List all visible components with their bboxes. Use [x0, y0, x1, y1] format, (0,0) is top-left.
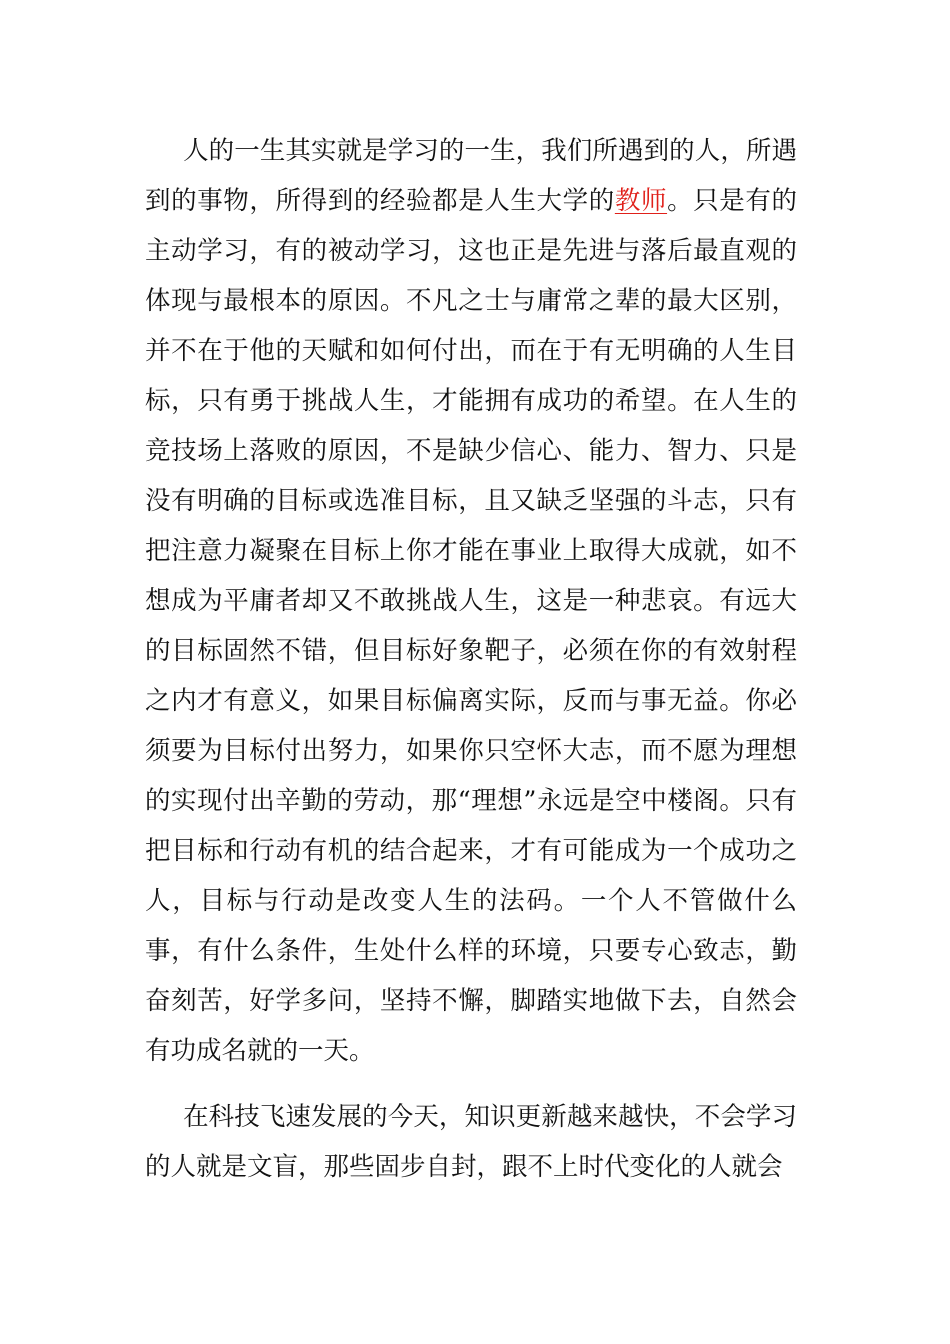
paragraph-1-text-end: 。只是有的主动学习，有的被动学习，这也正是先进与落后最直观的体现与最根本的原因。不凡之士与庸常之辈的最大区别，并不在于他的天赋和如何付出，而在于有无明确的人生目标，只有勇于挑战人生，才能拥有成功的希望。在人生的竞技场上落败的原因，不是缺少信心、能力、智力、只是没有明确的目标或选准目标，且又缺乏坚强的斗志，只有把注意力凝聚在目标上你才能在事业上取得大成就，如不想成为平庸者却又不敢挑战人生，这是一种悲哀。有远大的目标固然不错，但目标好象靶子，必须在你的有效射程之内才有意义，如果目标偏离实际，反而与事无益。你必须要为目标付出努力，如果你只空怀大志，而不愿为理想的实现付出辛勤的劳动，那“理想”永远是空中楼阁。只有把目标和行动有机的结合起来，才有可能成为一个成功之人，目标与行动是改变人生的法码。一个人不管做什么事，有什么条件，生处什么样的环境，只要专心致志，勤奋刻苦，好学多问，坚持不懈，脚踏实地做下去，自然会有功成名就的一天。 — [145, 186, 797, 1066]
teacher-link[interactable]: 教师 — [614, 186, 668, 216]
paragraph-1 — [145, 126, 797, 1076]
paragraph-2 — [145, 1092, 797, 1192]
paragraph-1-text-start: 人的一生其实就是学习的一生，我们所遇到的人，所遇到的事物，所得到的经验都是人生大学的 — [145, 136, 797, 216]
paragraph-2-text: 在科技飞速发展的今天，知识更新越来越快，不会学习的人就是文盲，那些固步自封，跟不上时代变化的人就会 — [145, 1102, 797, 1182]
